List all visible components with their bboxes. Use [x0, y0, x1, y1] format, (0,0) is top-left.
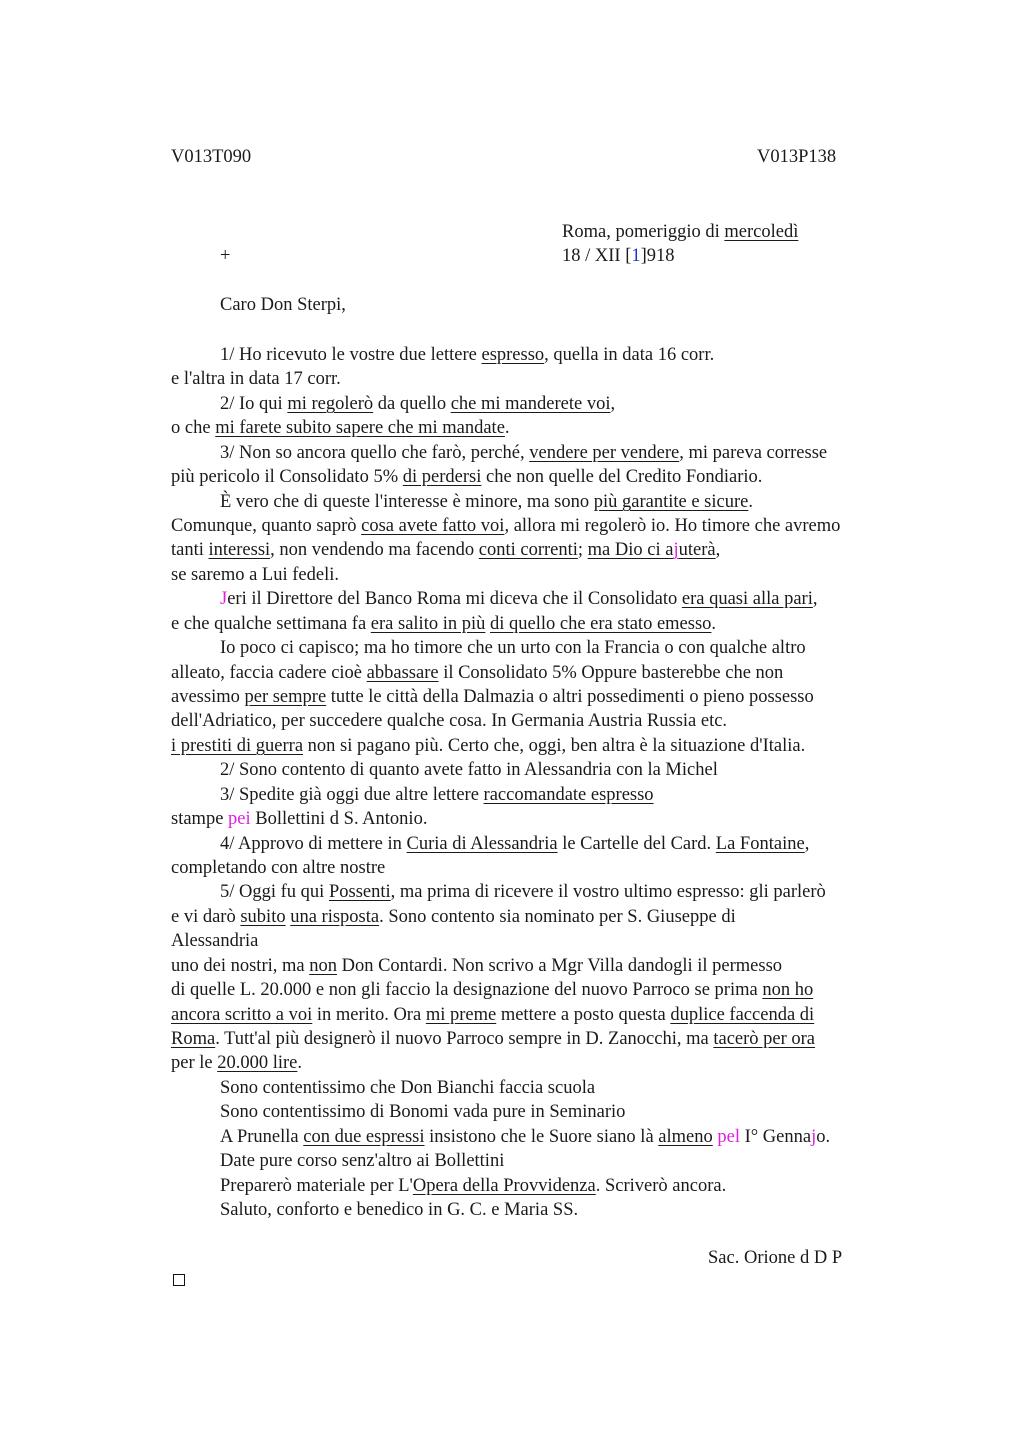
body-line: tanti interessi, non vendendo ma facendo conti correnti; ma Dio ci ajuterà, [171, 540, 721, 560]
body-line: avessimo per sempre tutte le città della Dalmazia o altri possedimenti o pieno possesso [171, 687, 814, 707]
body-line: dell'Adriatico, per succedere qualche cosa. In Germania Austria Russia etc. [171, 711, 728, 731]
body-line: Sono contentissimo di Bonomi vada pure in Seminario [220, 1102, 626, 1122]
body-line: Sono contentissimo che Don Bianchi faccia scuola [220, 1078, 596, 1098]
document-code-left: V013T090 [171, 147, 252, 167]
body-line: Preparerò materiale per L'Opera della Provvidenza. Scriverò ancora. [220, 1176, 727, 1196]
body-line: 3/ Spedite già oggi due altre lettere raccomandate espresso [220, 785, 654, 805]
body-line: se saremo a Lui fedeli. [171, 565, 339, 585]
cross-mark: + [220, 246, 231, 266]
dateline-place: Roma, pomeriggio di mercoledì [562, 222, 799, 242]
body-line: o che mi farete subito sapere che mi mandate. [171, 418, 510, 438]
body-line: uno dei nostri, ma non Don Contardi. Non scrivo a Mgr Villa dandogli il permesso [171, 956, 783, 976]
body-line: e vi darò subito una risposta. Sono contento sia nominato per S. Giuseppe di [171, 907, 736, 927]
body-line: È vero che di queste l'interesse è minore, ma sono più garantite e sicure. [220, 492, 753, 512]
dateline-date: 18 / XII [1]918 [562, 246, 675, 266]
body-line: i prestiti di guerra non si pagano più. Certo che, oggi, ben altra è la situazione d'Italia. [171, 736, 806, 756]
body-line: completando con altre nostre [171, 858, 386, 878]
body-line: 2/ Sono contento di quanto avete fatto in Alessandria con la Michel [220, 760, 718, 780]
body-line: e l'altra in data 17 corr. [171, 369, 341, 389]
body-line: Date pure corso senz'altro ai Bollettini [220, 1151, 505, 1171]
signature: Sac. Orione d D P [708, 1248, 843, 1268]
body-line: Jeri il Direttore del Banco Roma mi diceva che il Consolidato era quasi alla pari, [220, 589, 818, 609]
body-line: Saluto, conforto e benedico in G. C. e Maria SS. [220, 1200, 579, 1220]
body-line: 5/ Oggi fu qui Possenti, ma prima di ricevere il vostro ultimo espresso: gli parlerò [220, 882, 826, 902]
body-line: ancora scritto a voi in merito. Ora mi preme mettere a posto questa duplice faccenda di [171, 1005, 815, 1025]
body-line: alleato, faccia cadere cioè abbassare il Consolidato 5% Oppure basterebbe che non [171, 663, 784, 683]
body-line: Comunque, quanto saprò cosa avete fatto voi, allora mi regolerò io. Ho timore che avremo [171, 516, 841, 536]
body-line: Alessandria [171, 931, 259, 951]
body-line: più pericolo il Consolidato 5% di perdersi che non quelle del Credito Fondiario. [171, 467, 763, 487]
empty-square-icon [173, 1274, 185, 1286]
body-line: 3/ Non so ancora quello che farò, perché, vendere per vendere, mi pareva corresse [220, 443, 828, 463]
body-line: stampe pei Bollettini d S. Antonio. [171, 809, 428, 829]
salutation: Caro Don Sterpi, [220, 295, 346, 315]
body-line: A Prunella con due espressi insistono che le Suore siano là almeno pel I° Gennajo. [220, 1127, 831, 1147]
body-line: Roma. Tutt'al più designerò il nuovo Parroco sempre in D. Zanocchi, ma tacerò per ora [171, 1029, 816, 1049]
body-line: Io poco ci capisco; ma ho timore che un urto con la Francia o con qualche altro [220, 638, 806, 658]
body-line: di quelle L. 20.000 e non gli faccio la designazione del nuovo Parroco se prima non ho [171, 980, 814, 1000]
body-line: 2/ Io qui mi regolerò da quello che mi manderete voi, [220, 394, 616, 414]
body-line: per le 20.000 lire. [171, 1053, 303, 1073]
document-code-right: V013P138 [757, 147, 837, 167]
body-line: 4/ Approvo di mettere in Curia di Alessandria le Cartelle del Card. La Fontaine, [220, 834, 810, 854]
body-line: e che qualche settimana fa era salito in più di quello che era stato emesso. [171, 614, 717, 634]
body-line: 1/ Ho ricevuto le vostre due lettere espresso, quella in data 16 corr. [220, 345, 715, 365]
